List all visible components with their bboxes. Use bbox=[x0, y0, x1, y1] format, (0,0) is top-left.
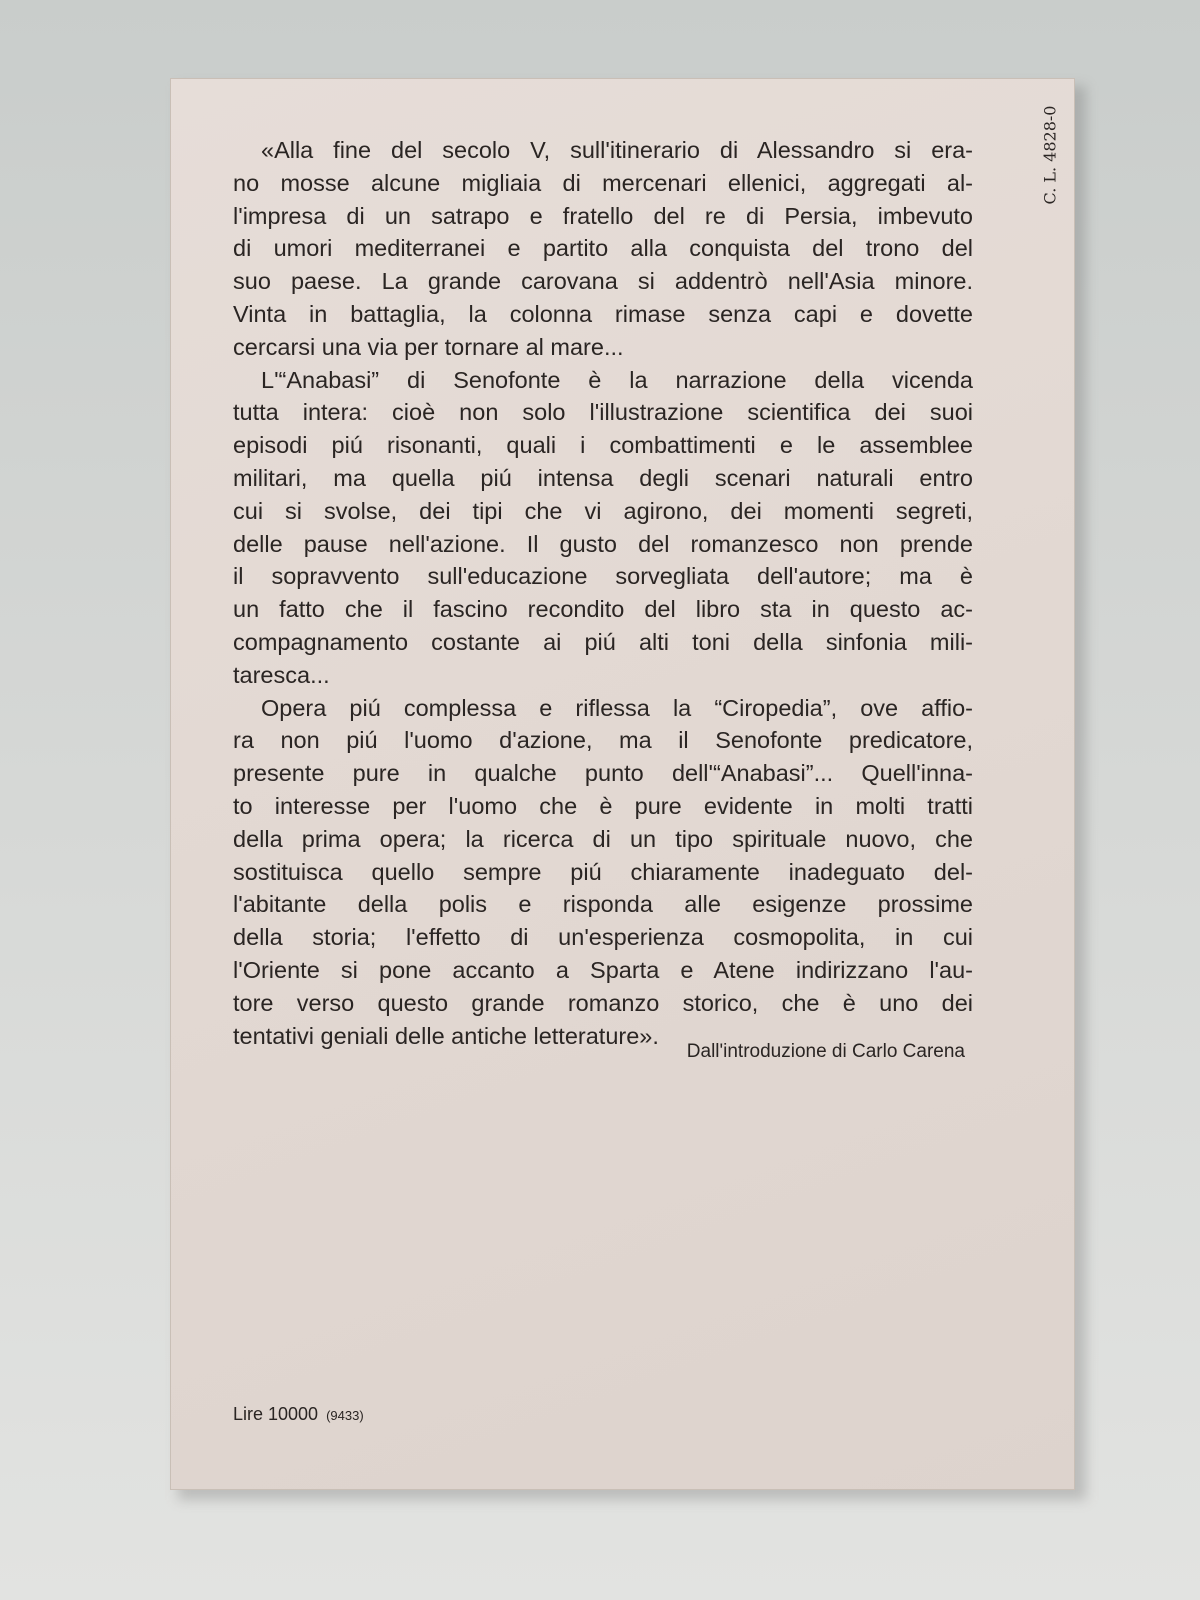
text-line: sostituisca quello sempre piú chiaramente inadeguato del- bbox=[233, 858, 973, 885]
text-line: ra non piú l'uomo d'azione, ma il Senofonte predicatore, bbox=[233, 727, 973, 754]
text-line: suo paese. La grande carovana si addentrò nell'Asia minore. bbox=[233, 268, 973, 295]
price bbox=[233, 1404, 364, 1425]
text-line: to interesse per l'uomo che è pure evidente in molti tratti bbox=[233, 792, 973, 819]
text-line: della prima opera; la ricerca di un tipo spirituale nuovo, che bbox=[233, 825, 973, 852]
text-line: tutta intera: cioè non solo l'illustrazione scientifica dei suoi bbox=[233, 399, 973, 426]
text-line: della storia; l'effetto di un'esperienza cosmopolita, in cui bbox=[233, 924, 973, 951]
text-line: militari, ma quella piú intensa degli scenari naturali entro bbox=[233, 464, 973, 491]
text-line: Opera piú complessa e riflessa la “Ciropedia”, ove affio- bbox=[261, 694, 973, 721]
text-line: L'“Anabasi” di Senofonte è la narrazione della vicenda bbox=[261, 366, 973, 393]
text-line: presente pure in qualche punto dell'“Anabasi”... Quell'inna- bbox=[233, 760, 973, 787]
text-line: tore verso questo grande romanzo storico, che è uno dei bbox=[233, 989, 973, 1016]
blurb-text bbox=[233, 134, 973, 1052]
text-line: cui si svolse, dei tipi che vi agirono, dei momenti segreti, bbox=[233, 497, 973, 524]
price-label: Lire 10000 bbox=[233, 1404, 319, 1424]
text-line: tentativi geniali delle antiche letterature». bbox=[233, 1022, 659, 1049]
text-line: Vinta in battaglia, la colonna rimase senza capi e dovette bbox=[233, 300, 973, 327]
text-line: l'abitante della polis e risponda alle esigenze prossime bbox=[233, 891, 973, 918]
attribution: Dall'introduzione di Carlo Carena bbox=[686, 1041, 965, 1062]
text-line: cercarsi una via per tornare al mare... bbox=[233, 333, 624, 360]
text-line: taresca... bbox=[233, 661, 330, 688]
catalog-code-text: C. L. 4828-0 bbox=[1040, 105, 1060, 205]
text-line: un fatto che il fascino recondito del libro sta in questo ac- bbox=[233, 596, 973, 623]
text-line: no mosse alcune migliaia di mercenari ellenici, aggregati al- bbox=[233, 169, 973, 196]
text-line: il sopravvento sull'educazione sorvegliata dell'autore; ma è bbox=[233, 563, 973, 590]
text-line: compagnamento costante ai piú alti toni della sinfonia mili- bbox=[233, 628, 973, 655]
catalog-code bbox=[1030, 90, 1070, 220]
price-code: (9433) bbox=[326, 1408, 364, 1423]
text-line: episodi piú risonanti, quali i combattimenti e le assemblee bbox=[233, 432, 973, 459]
text-line: delle pause nell'azione. Il gusto del romanzesco non prende bbox=[233, 530, 973, 557]
text-line: di umori mediterranei e partito alla conquista del trono del bbox=[233, 235, 973, 262]
text-line: l'impresa di un satrapo e fratello del re di Persia, imbevuto bbox=[233, 202, 973, 229]
text-line: «Alla fine del secolo V, sull'itinerario di Alessandro si era- bbox=[261, 137, 973, 163]
text-line: l'Oriente si pone accanto a Sparta e Atene indirizzano l'au- bbox=[233, 956, 973, 983]
